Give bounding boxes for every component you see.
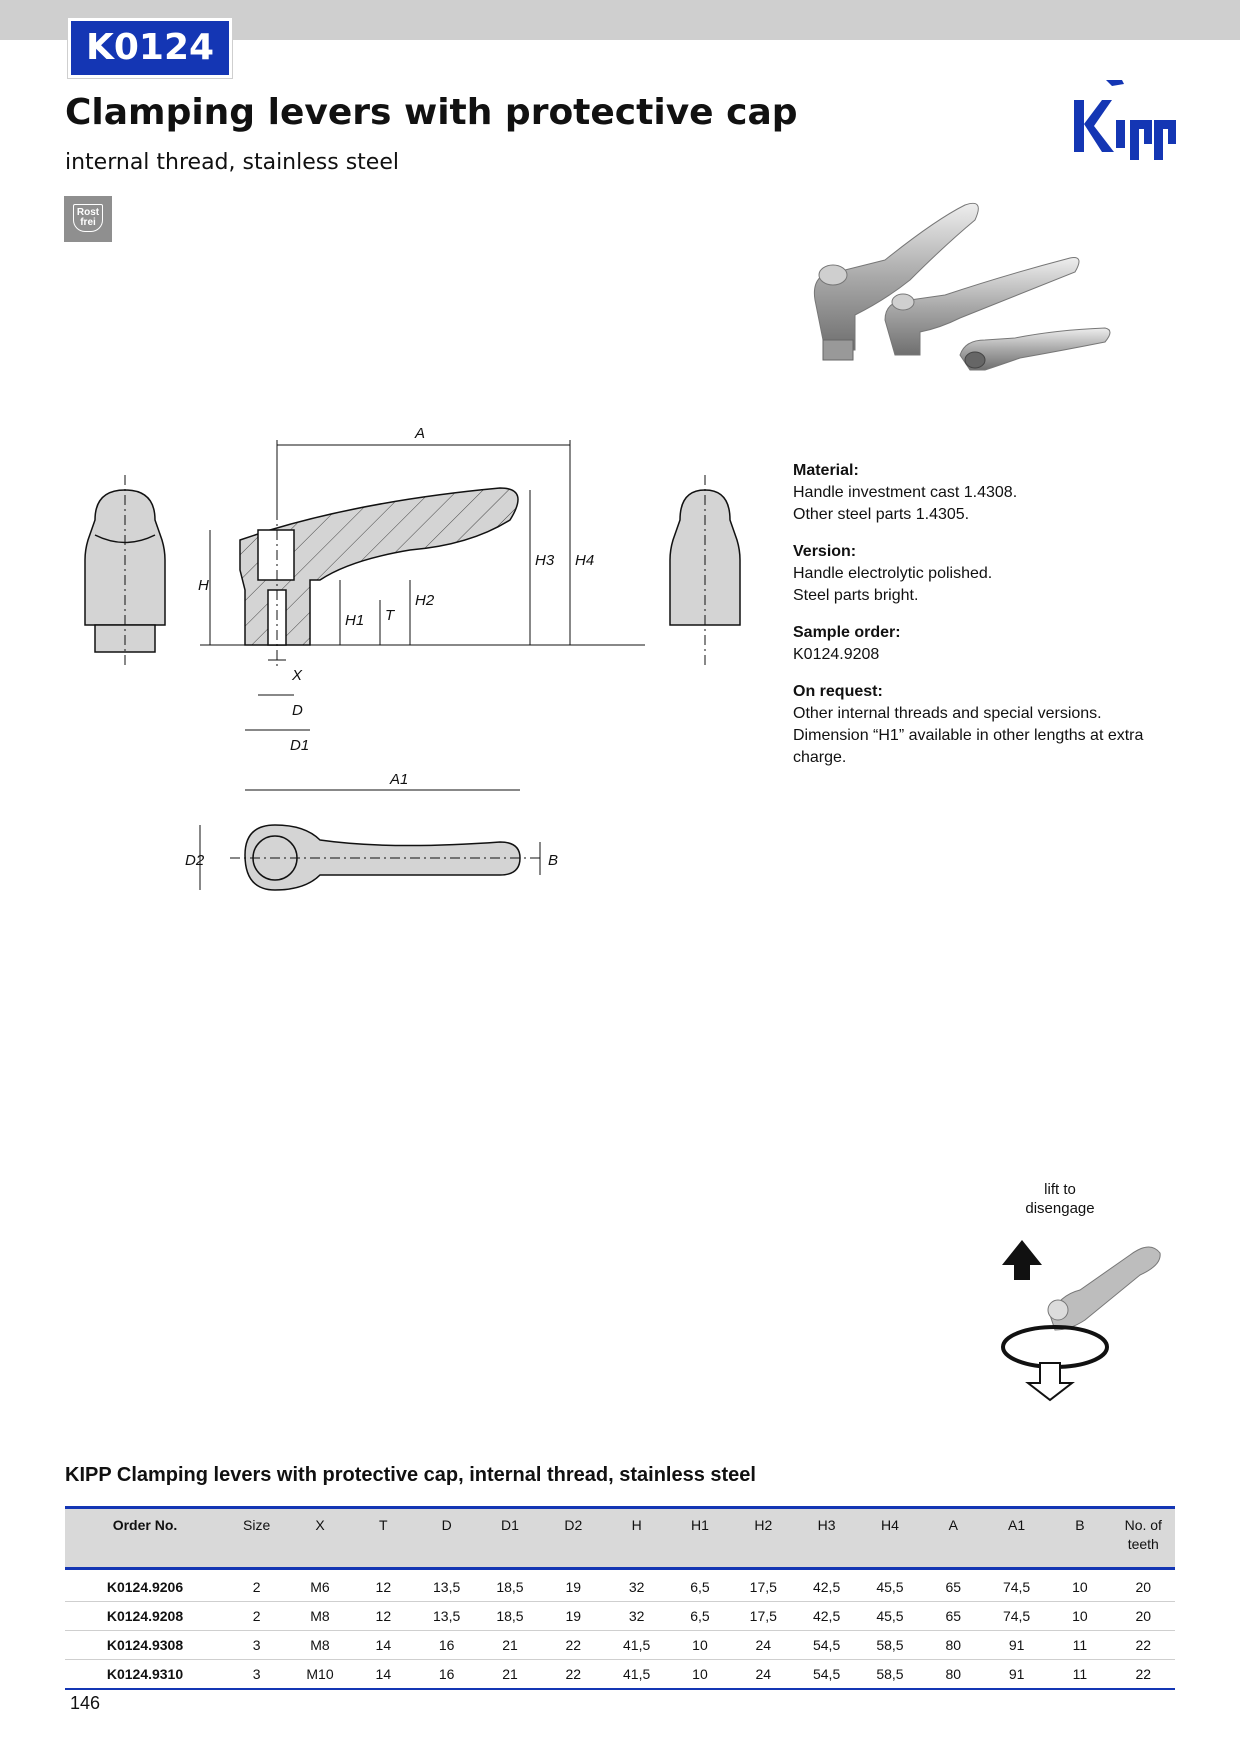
info-version [793,541,1173,607]
header-cell: H2 [754,1517,773,1533]
table-cell: 2 [252,1579,261,1595]
table-header-row [65,1506,1175,1570]
table-cell: 22 [1135,1637,1152,1653]
table-cell: 14 [375,1637,392,1653]
table-title: KIPP Clamping levers with protective cap, internal thread, stainless steel [65,1464,756,1486]
info-heading: Version: [793,543,857,560]
dim-D: D [292,702,303,719]
table-cell: 10 [692,1637,708,1653]
table-cell: 58,5 [876,1637,904,1653]
table-cell: 18,5 [496,1608,524,1624]
table-cell: 65 [945,1608,962,1624]
header-cell: No. of teeth [1124,1517,1162,1552]
lift-line1: lift to [1044,1181,1076,1198]
technical-drawing [70,425,670,1030]
dimensions-table [65,1506,1175,1690]
table-cell: 20 [1135,1608,1152,1624]
dim-A: A [415,425,426,442]
badge-line2: frei [80,217,96,228]
table-cell: 21 [502,1666,518,1682]
table-cell: 16 [438,1637,455,1653]
dim-D1: D1 [290,737,310,754]
info-on-request [793,681,1173,769]
table-cell: 19 [565,1608,582,1624]
table-cell: M8 [310,1637,330,1653]
table-cell: 41,5 [623,1637,651,1653]
info-heading: Material: [793,462,859,479]
table-cell: 74,5 [1002,1608,1031,1624]
info-line: Dimension “H1” available in other lengths at extra [793,727,1144,744]
table-cell: 32 [628,1608,645,1624]
top-view [200,790,540,890]
page-subtitle: internal thread, stainless steel [65,150,399,175]
table-cell: 12 [375,1579,392,1595]
table-cell: 91 [1008,1666,1025,1682]
table-cell: 6,5 [690,1608,710,1624]
table-cell: 45,5 [876,1579,904,1595]
page-title: Clamping levers with protective cap [65,92,798,133]
table-cell: 13,5 [433,1608,461,1624]
header-cell: X [315,1517,325,1533]
header-cell: Order No. [112,1517,178,1533]
table-cell: 18,5 [496,1579,524,1595]
lift-line2: disengage [1025,1200,1095,1217]
left-side-view [85,475,165,665]
table-cell: 80 [945,1666,962,1682]
dim-H1: H1 [345,612,365,629]
dim-H2: H2 [415,592,435,609]
table-cell: 10 [1072,1579,1088,1595]
table-cell: 65 [945,1579,962,1595]
header-cell: H1 [691,1517,709,1533]
table-cell: 2 [252,1608,261,1624]
table-cell: 22 [565,1666,582,1682]
table-cell: M10 [306,1666,334,1682]
dim-H: H [198,577,209,594]
right-side-view [670,475,740,665]
header-cell: H3 [817,1517,836,1533]
table-cell: 3 [252,1666,261,1682]
page-number: 146 [70,1693,101,1713]
info-sample-order [793,622,1173,666]
dim-X: X [292,667,303,684]
info-line: K0124.9208 [793,646,880,663]
table-body [65,1573,1175,1690]
table-cell: 54,5 [812,1637,841,1653]
product-info [793,460,1173,784]
header-cell: D [441,1517,452,1533]
info-heading: Sample order: [793,624,901,641]
product-photo [785,200,1115,415]
dim-T: T [385,607,395,624]
table-cell: 17,5 [749,1579,777,1595]
table-cell: 10 [1072,1608,1088,1624]
table-cell: 32 [628,1579,645,1595]
table-cell: 21 [502,1637,518,1653]
table-cell: 19 [565,1579,582,1595]
header-cell: H [631,1517,642,1533]
kipp-logo-icon [1072,76,1186,160]
header-cell: A1 [1008,1517,1026,1533]
dim-H4: H4 [575,552,595,569]
dim-H3: H3 [535,552,555,569]
info-line: Handle investment cast 1.4308. [793,484,1018,501]
info-line: charge. [793,749,847,766]
table-cell: 12 [375,1608,392,1624]
product-code-label: K0124 [68,18,232,78]
cell-order-no: K0124.9308 [106,1637,184,1653]
table-cell: 54,5 [812,1666,841,1682]
table-cell: 80 [945,1637,962,1653]
front-view [200,488,645,670]
table-cell: 11 [1072,1637,1088,1653]
header-cell: D1 [501,1517,519,1533]
table-row [65,1573,1175,1602]
table-row [65,1660,1175,1690]
table-cell: 22 [1135,1666,1152,1682]
info-line: Other internal threads and special versions. [793,705,1102,722]
table-cell: 3 [252,1637,261,1653]
table-cell: 24 [755,1666,772,1682]
header-cell: A [948,1517,958,1533]
table-cell: M8 [310,1608,330,1624]
stainless-steel-badge-icon [64,196,112,242]
info-line: Steel parts bright. [793,587,919,604]
info-material [793,460,1173,526]
table-cell: 42,5 [812,1608,841,1624]
dim-A1: A1 [390,771,409,788]
table-cell: 91 [1008,1637,1025,1653]
table-cell: 74,5 [1002,1579,1031,1595]
table-cell: 58,5 [876,1666,904,1682]
header-cell: B [1075,1517,1085,1533]
table-cell: 6,5 [690,1579,710,1595]
table-row [65,1602,1175,1631]
header-cell: T [379,1517,388,1533]
dim-B: B [548,852,559,869]
table-cell: 41,5 [623,1666,651,1682]
table-cell: M6 [310,1579,330,1595]
header-cell: Size [243,1517,271,1533]
info-line: Other steel parts 1.4305. [793,506,970,523]
cell-order-no: K0124.9206 [106,1579,184,1595]
table-cell: 45,5 [876,1608,904,1624]
info-heading: On request: [793,683,883,700]
table-row [65,1631,1175,1660]
table-cell: 11 [1072,1666,1088,1682]
header-cell: D2 [564,1517,583,1533]
cell-order-no: K0124.9310 [106,1666,184,1682]
table-cell: 22 [565,1637,582,1653]
table-cell: 13,5 [433,1579,461,1595]
table-cell: 17,5 [749,1608,777,1624]
badge-line1: Rost [76,207,100,218]
table-cell: 20 [1135,1579,1152,1595]
header-cell: H4 [880,1517,899,1533]
dim-D2: D2 [185,852,205,869]
table-cell: 42,5 [812,1579,841,1595]
lift-to-disengage-icon [1000,1235,1175,1400]
lift-label [1008,1180,1112,1218]
table-cell: 24 [755,1637,772,1653]
cell-order-no: K0124.9208 [106,1608,184,1624]
info-line: Handle electrolytic polished. [793,565,993,582]
table-cell: 14 [375,1666,392,1682]
table-cell: 10 [692,1666,708,1682]
table-cell: 16 [438,1666,455,1682]
